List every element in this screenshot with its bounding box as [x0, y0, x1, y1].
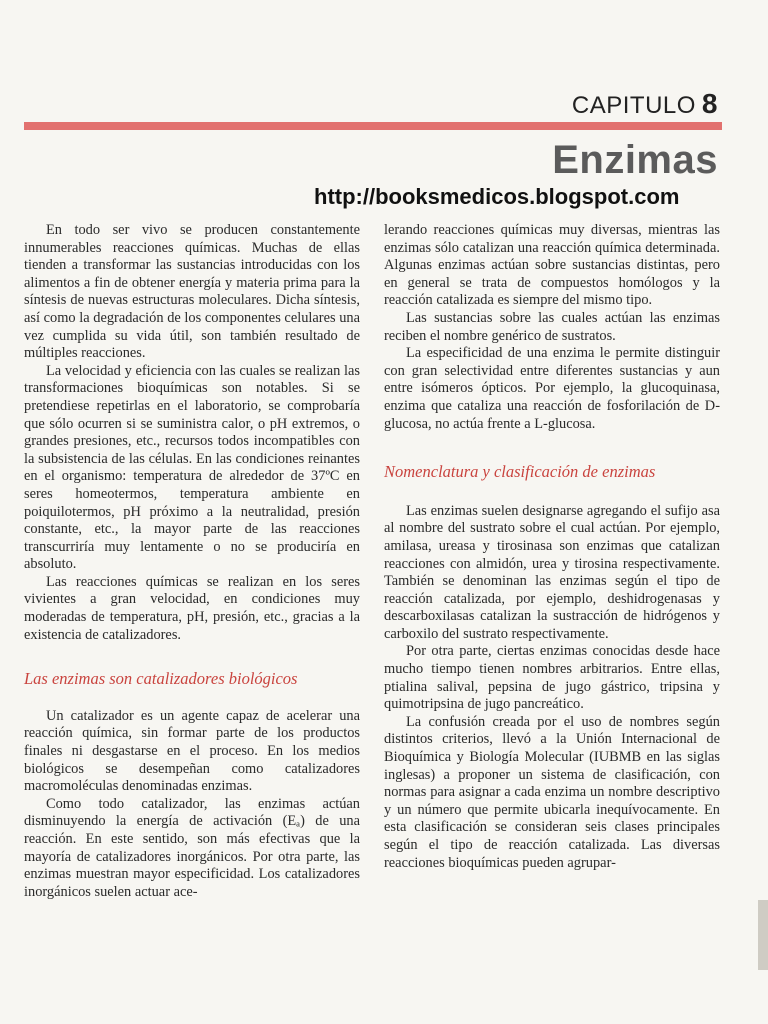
section-heading: Las enzimas son catalizadores biológicos — [24, 669, 298, 689]
page-title: Enzimas — [552, 138, 718, 182]
section-heading: Nomenclatura y clasificación de enzimas — [384, 462, 656, 482]
paragraph: Las reacciones químicas se realizan en los seres vivientes a gran velocidad, en condiciones muy moderadas de temperatura, pH, presión, etc., gracias a la existencia de catalizadores. — [24, 573, 360, 643]
chapter-rule — [24, 122, 722, 130]
right-column — [384, 222, 720, 872]
paragraph: Las enzimas suelen designarse agregando el sufijo asa al nombre del sustrato sobre el cual actúan. Por ejemplo, amilasa, ureasa y tirosinasa son enzimas que catalizan reacciones con almidón, urea y tirosina respectivamente. También se denominan las enzimas según el tipo de reacción catalizada, por ejemplo, deshidrogenasas y descarboxilasas catalizan la sustracción de hidrógenos y carboxilo del sustrato respectivamente. — [384, 502, 720, 642]
paragraph: Como todo catalizador, las enzimas actúan disminuyendo la energía de activación (Eₐ) de una reacción. En este sentido, son más efectivas que la mayoría de catalizadores inorgánicos. Por otra parte, las enzimas muestran mayor especificidad. Los catalizadores inorgánicos suelen actuar ace- — [24, 795, 360, 900]
paragraph: lerando reacciones químicas muy diversas, mientras las enzimas sólo catalizan una reacción química determinada. Algunas enzimas actúan sobre sustancias distintas, pero en general se trata de compuestos homólogos y la reacción catalizada es siempre del mismo tipo. — [384, 222, 720, 309]
paragraph: Un catalizador es un agente capaz de acelerar una reacción química, sin formar parte de los productos finales ni desgastarse en el proceso. En los medios biológicos se desempeñan como catalizadores macromoléculas denominadas enzimas. — [24, 707, 360, 795]
page-edge-shadow — [758, 900, 768, 970]
chapter-label — [572, 88, 718, 120]
paragraph: Por otra parte, ciertas enzimas conocidas desde hace mucho tiempo tienen nombres arbitrarios. Entre ellas, ptialina salival, pepsina de jugo gástrico, tripsina y quimotripsina de jugo pancreático. — [384, 643, 720, 713]
chapter-word: CAPITULO — [571, 92, 696, 119]
paragraph: En todo ser vivo se producen constantemente innumerables reacciones químicas. Muchas de ellas tienden a transformar las sustancias introducidas con los alimentos a fin de obtener energía y materia prima para la síntesis de nuevas estructuras moleculares. Dicha síntesis, así como la degradación de los componentes celulares una vez cumplida su vida útil, son también resultado de múltiples reacciones. — [24, 222, 360, 362]
paragraph: La confusión creada por el uso de nombres según distintos criterios, llevó a la Unión Internacional de Bioquímica y Biología Molecular (IUBMB en las siglas inglesas) a proponer un sistema de clasificación, con normas para asignar a cada enzima un nombre descriptivo y un número que permite ubicarla inequívocamente. En esta clasificación se consideran seis clases principales según el tipo de reacción catalizada. Las diversas reacciones bioquímicas pueden agrupar- — [384, 713, 720, 871]
paragraph: La velocidad y eficiencia con las cuales se realizan las transformaciones bioquímicas son notables. Si se pretendiese repetirlas en el laboratorio, se comprobaría que sólo ocurren si se suministra calor, o pH extremos, o grandes presiones, etc., recursos todos incompatibles con la subsistencia de las células. En las condiciones reinantes en el organismo: temperatura de alrededor de 37ºC en seres homeotermos, temperatura ambiente en poiquilotermos, pH próximo a la neutralidad, presión constante, etc., la mayor parte de las reacciones transcurriría muy lentamente o no se produciría en absoluto. — [24, 362, 360, 573]
source-url: http://booksmedicos.blogspot.com — [314, 184, 680, 209]
chapter-number: 8 — [701, 88, 718, 119]
paragraph: Las sustancias sobre las cuales actúan las enzimas reciben el nombre genérico de sustratos. — [384, 309, 720, 344]
paragraph: La especificidad de una enzima le permite distinguir con gran selectividad entre diferentes sustancias y aun entre isómeros ópticos. Por ejemplo, la glucoquinasa, enzima que cataliza una reacción de fosforilación de D-glucosa, no actúa frente a L-glucosa. — [384, 345, 720, 432]
left-column — [24, 222, 360, 901]
